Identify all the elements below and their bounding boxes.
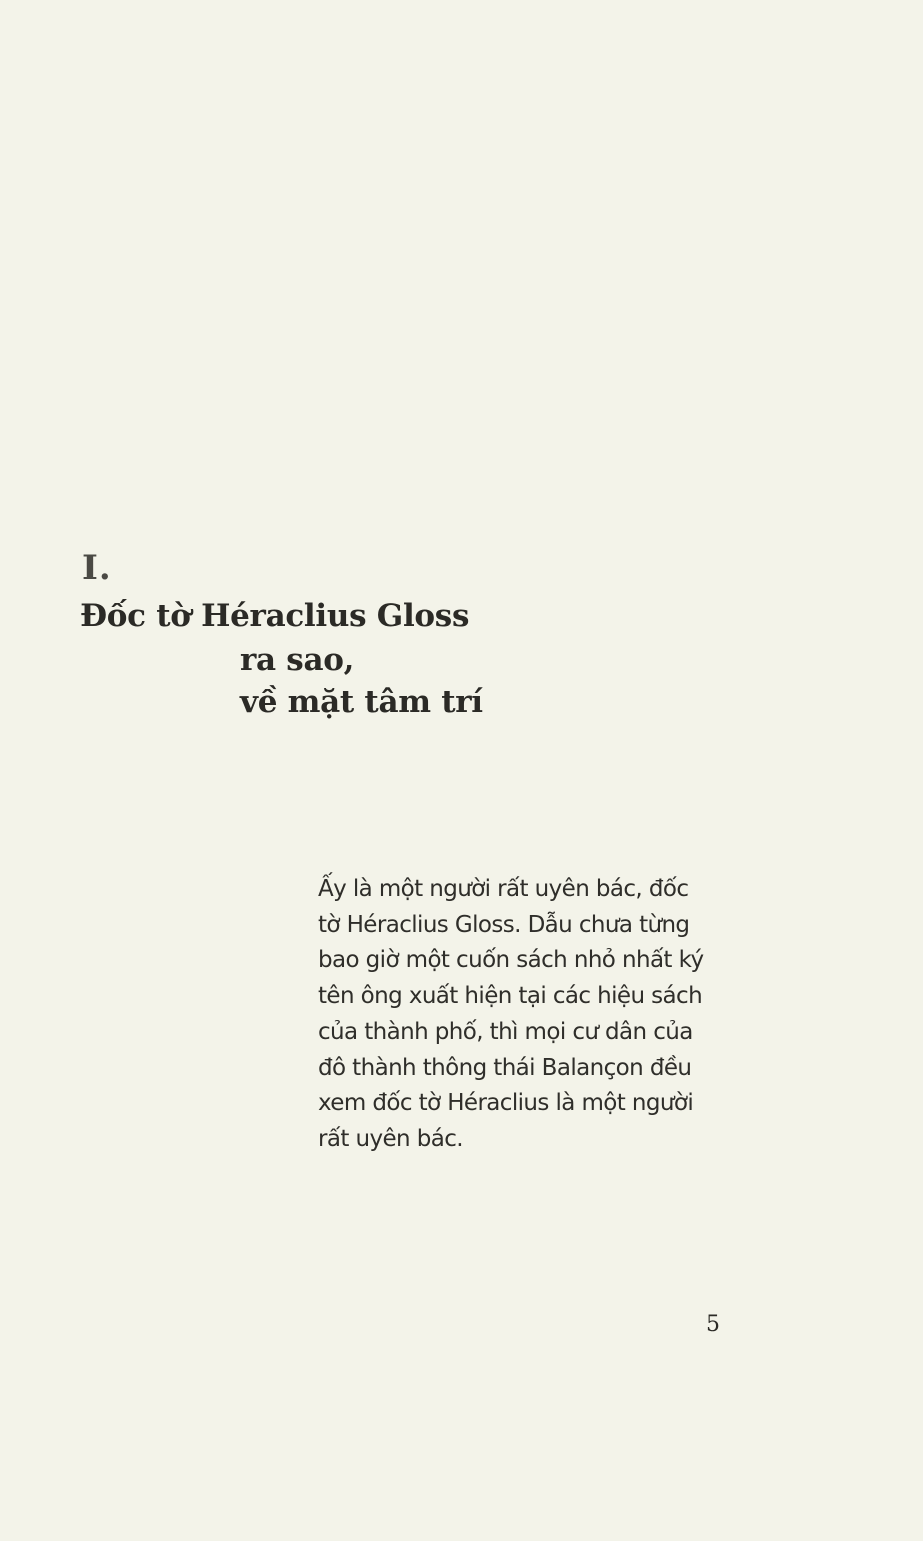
body-paragraph — [318, 872, 758, 1158]
body-line: rất uyên bác. — [318, 1125, 463, 1152]
body-line: Ấy là một người rất uyên bác, đốc — [318, 876, 689, 902]
body-line: tên ông xuất hiện tại các hiệu sách — [318, 983, 703, 1010]
body-line: đô thành thông thái Balançon đều — [318, 1054, 692, 1081]
body-line: của thành phố, thì mọi cư dân của — [318, 1018, 693, 1045]
page-number: 5 — [706, 1312, 720, 1337]
chapter-title-line-3: về mặt tâm trí — [240, 684, 483, 720]
chapter-number: I. — [82, 548, 112, 588]
chapter-title-line-2: ra sao, — [240, 642, 355, 678]
body-line: xem đốc tờ Héraclius là một người — [318, 1090, 694, 1117]
body-line: bao giờ một cuốn sách nhỏ nhất ký — [318, 947, 704, 974]
chapter-title-line-1: Đốc tờ Héraclius Gloss — [80, 598, 470, 634]
body-line: tờ Héraclius Gloss. Dẫu chưa từng — [318, 911, 690, 938]
